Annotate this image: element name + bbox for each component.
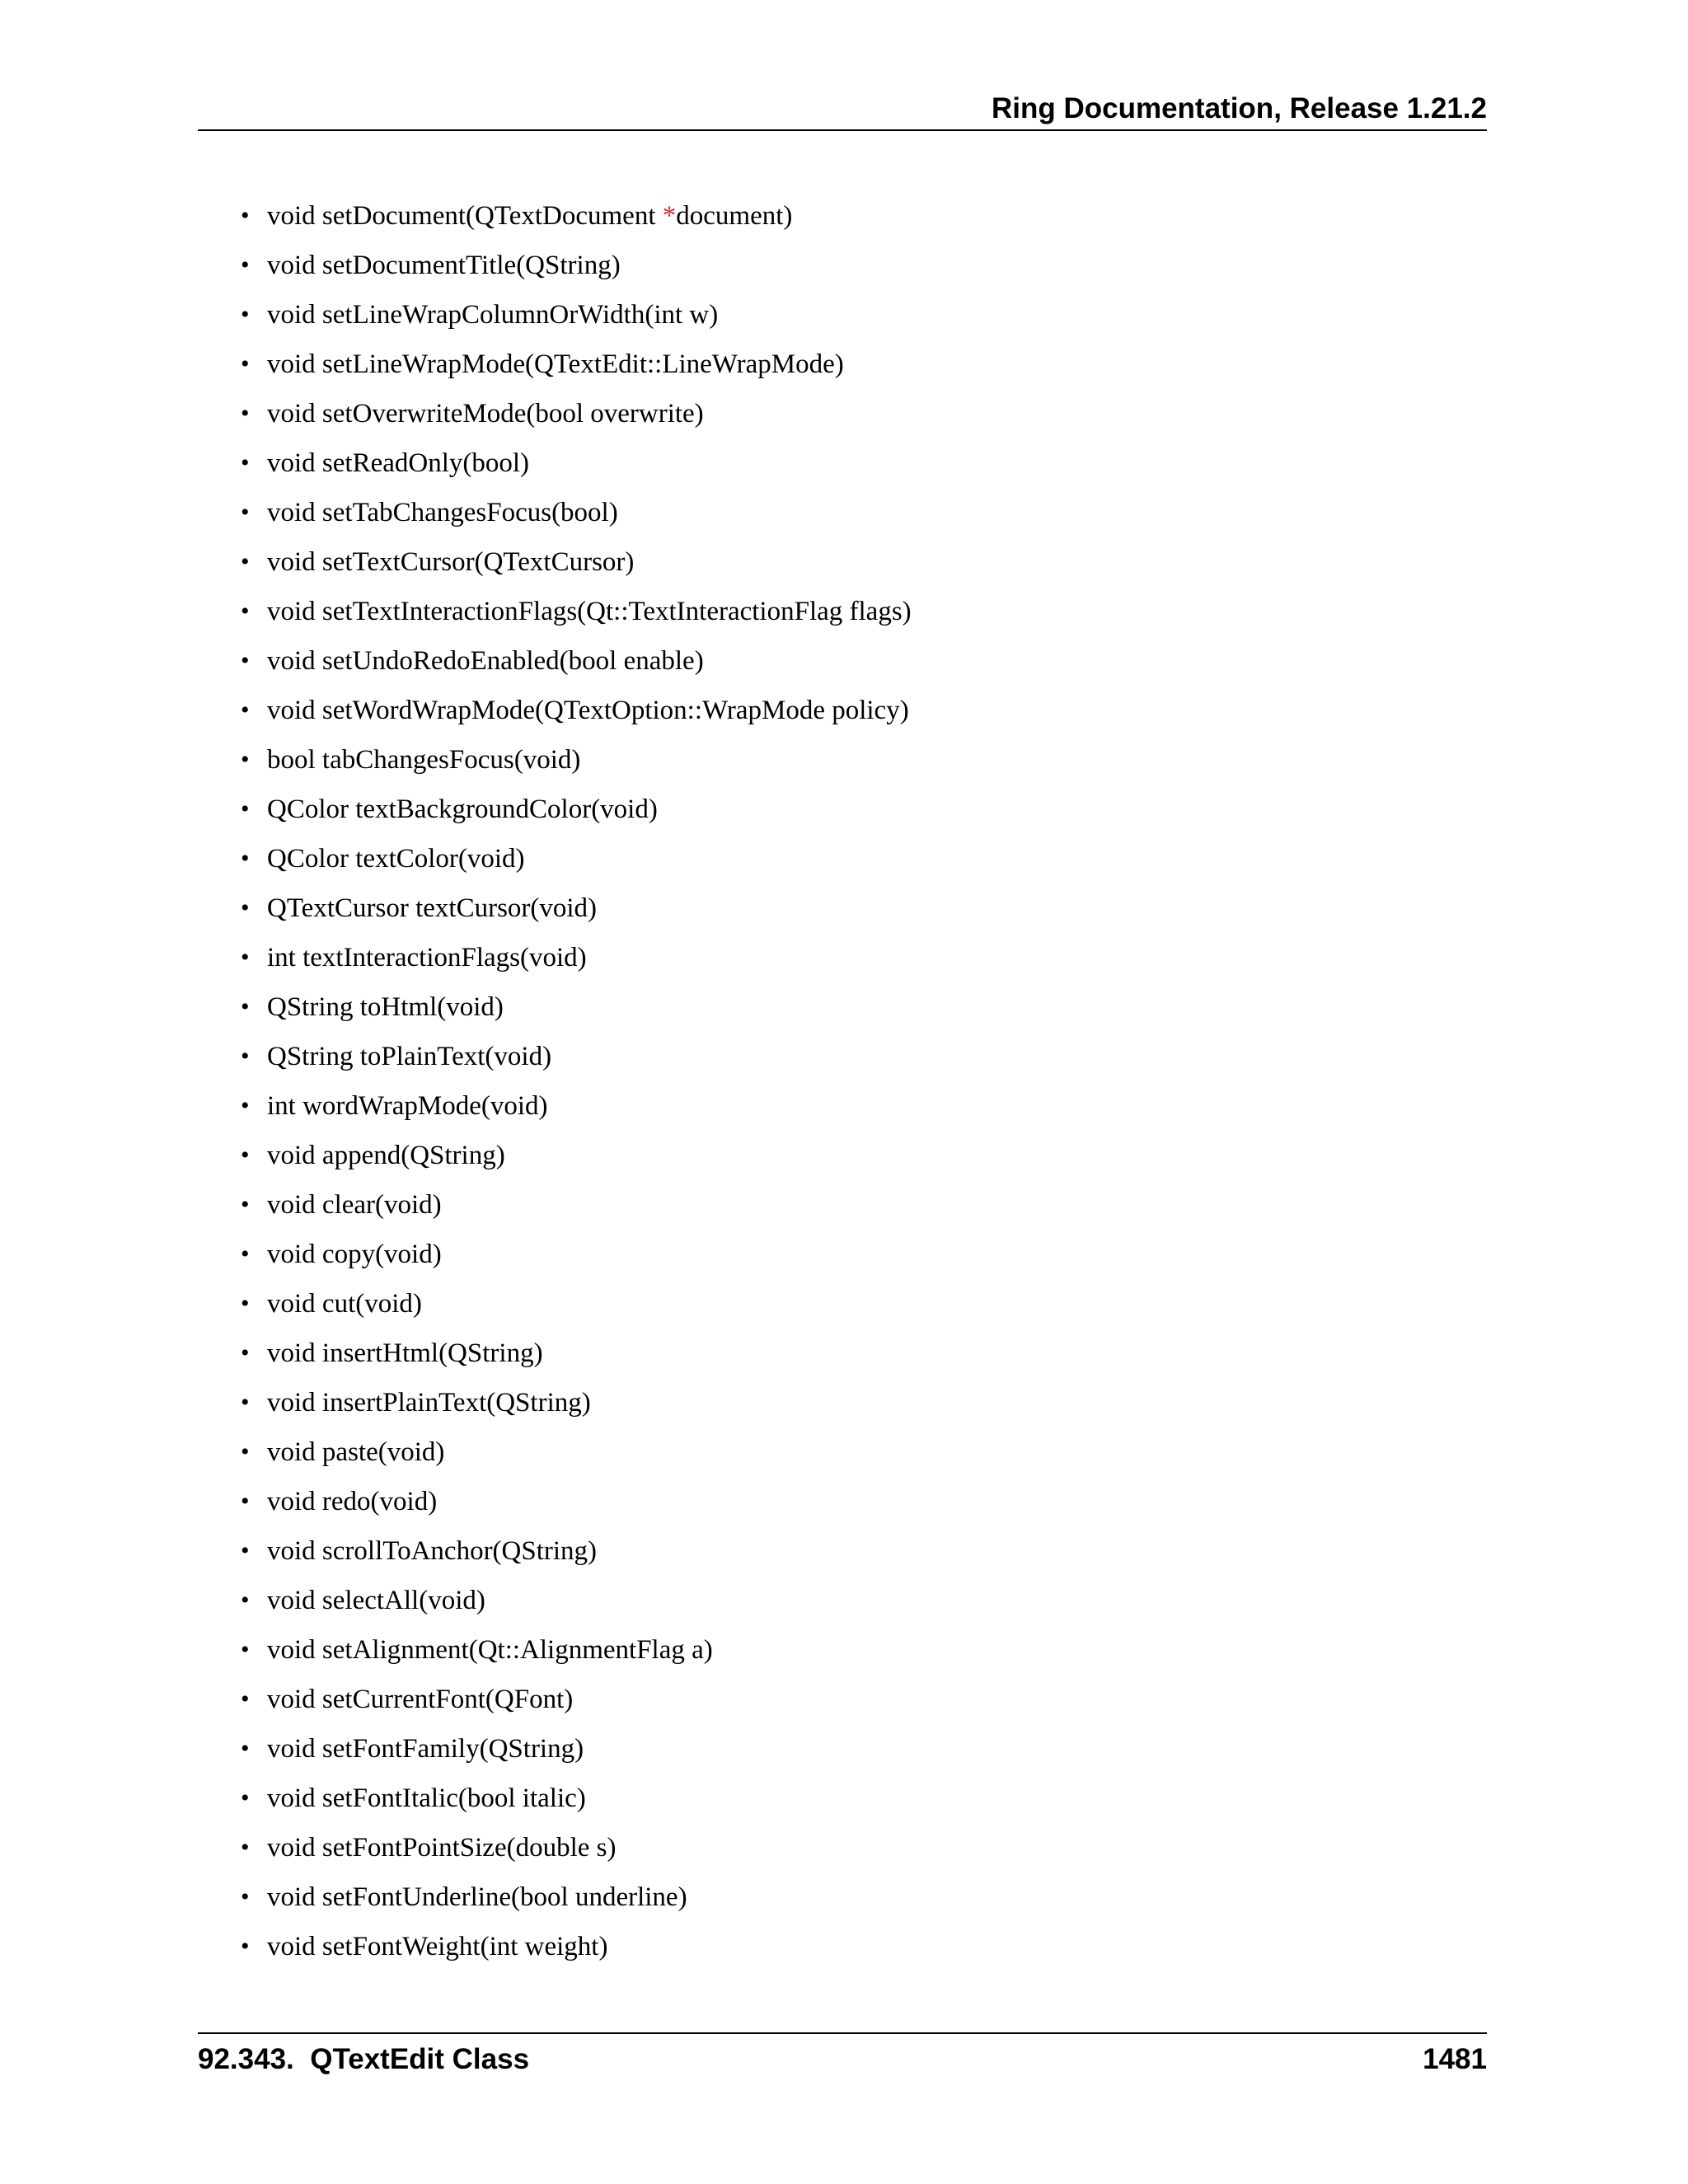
method-signature — [267, 488, 618, 537]
method-signature-text: void redo(void) — [267, 1487, 438, 1516]
method-signature-text: void setOverwriteMode(bool overwrite) — [267, 399, 704, 429]
method-signature-text: int textInteractionFlags(void) — [267, 943, 587, 972]
bullet-icon: • — [241, 647, 250, 674]
method-signature — [267, 1477, 437, 1526]
method-signature-text: void setDocumentTitle(QString) — [267, 251, 621, 280]
method-signature — [267, 290, 718, 340]
bullet-icon: • — [241, 548, 250, 575]
method-signature — [267, 1427, 444, 1477]
bullet-icon: • — [241, 894, 250, 921]
method-signature — [267, 1526, 597, 1576]
bullet-icon: • — [241, 1240, 250, 1268]
bullet-icon: • — [241, 1092, 250, 1119]
method-signature — [267, 1180, 442, 1230]
bullet-icon: • — [241, 993, 250, 1020]
bullet-icon: • — [241, 1043, 250, 1070]
method-signature — [267, 1576, 485, 1625]
method-signature-text: void clear(void) — [267, 1190, 442, 1220]
method-signature — [267, 241, 621, 290]
method-signature — [267, 537, 634, 587]
method-signature-text: void setTabChangesFocus(bool) — [267, 498, 618, 527]
method-signature-text: void setTextCursor(QTextCursor) — [267, 547, 635, 577]
method-signature-text: void setLineWrapColumnOrWidth(int w) — [267, 300, 719, 330]
method-signature-text: QString toHtml(void) — [267, 992, 504, 1022]
method-signature-text: void setFontUnderline(bool underline) — [267, 1882, 687, 1912]
bullet-icon: • — [241, 944, 250, 971]
method-signature-text: void setFontItalic(bool italic) — [267, 1783, 586, 1813]
method-signature — [267, 389, 704, 438]
footer-page-number: 1481 — [1423, 2043, 1487, 2075]
method-signature — [267, 686, 909, 735]
bullet-icon: • — [241, 1834, 250, 1861]
method-signature-text: void copy(void) — [267, 1240, 442, 1269]
bullet-icon: • — [241, 845, 250, 872]
method-signature — [267, 1823, 617, 1872]
method-signature-text: void setTextInteractionFlags(Qt::TextInteractionFlag flags) — [267, 597, 912, 626]
method-signature-text: void append(QString) — [267, 1141, 505, 1170]
bullet-icon: • — [241, 696, 250, 724]
header-rule — [198, 129, 1487, 131]
method-signature-rest: document) — [676, 201, 793, 231]
bullet-icon: • — [241, 499, 250, 526]
bullet-icon: • — [241, 598, 250, 625]
bullet-icon: • — [241, 251, 250, 279]
method-signature-text: void cut(void) — [267, 1289, 422, 1319]
bullet-icon: • — [241, 1685, 250, 1713]
method-signature — [267, 1378, 591, 1427]
method-signature-text: void insertHtml(QString) — [267, 1338, 543, 1368]
footer-section-title: 92.343. QTextEdit Class — [198, 2043, 530, 2075]
method-signature — [267, 1081, 548, 1131]
method-signature — [267, 785, 658, 834]
bullet-icon: • — [241, 202, 250, 229]
bullet-icon: • — [241, 1438, 250, 1465]
bullet-icon: • — [241, 1883, 250, 1910]
method-signature-text: bool tabChangesFocus(void) — [267, 745, 581, 775]
method-signature-text: void setDocument(QTextDocument — [267, 201, 663, 231]
bullet-icon: • — [241, 1735, 250, 1762]
method-signature — [267, 340, 844, 389]
method-signature-text: void setFontFamily(QString) — [267, 1734, 584, 1764]
method-signature-text: void setReadOnly(bool) — [267, 448, 530, 478]
method-signature-text: void setFontPointSize(double s) — [267, 1833, 617, 1863]
bullet-icon: • — [241, 350, 250, 377]
method-signature — [267, 191, 792, 241]
method-signature-text: void setUndoRedoEnabled(bool enable) — [267, 646, 704, 676]
method-signature-text: void setCurrentFont(QFont) — [267, 1685, 574, 1714]
method-signature-text: void setWordWrapMode(QTextOption::WrapMode policy) — [267, 696, 909, 725]
bullet-icon: • — [241, 301, 250, 328]
method-signature-text: QColor textColor(void) — [267, 844, 525, 874]
method-signature-text: void insertPlainText(QString) — [267, 1388, 591, 1418]
method-signature-text: void setLineWrapMode(QTextEdit::LineWrapMode) — [267, 349, 844, 379]
bullet-icon: • — [241, 400, 250, 427]
footer-rule — [198, 2032, 1487, 2034]
method-signature — [267, 1922, 607, 1971]
method-signature — [267, 1279, 422, 1329]
method-signature-text: QString toPlainText(void) — [267, 1042, 552, 1071]
method-signature — [267, 883, 597, 933]
bullet-icon: • — [241, 449, 250, 476]
bullet-icon: • — [241, 1141, 250, 1169]
bullet-icon: • — [241, 1290, 250, 1317]
bullet-icon: • — [241, 1389, 250, 1416]
bullet-icon: • — [241, 1636, 250, 1663]
bullet-icon: • — [241, 1191, 250, 1218]
bullet-icon: • — [241, 795, 250, 823]
method-signature — [267, 636, 704, 686]
method-signature-text: void scrollToAnchor(QString) — [267, 1536, 598, 1566]
method-signature — [267, 982, 504, 1032]
method-signature — [267, 933, 587, 982]
bullet-icon: • — [241, 1537, 250, 1564]
bullet-icon: • — [241, 1586, 250, 1614]
method-signature-text: void setFontWeight(int weight) — [267, 1932, 608, 1961]
method-signature-text: QTextCursor textCursor(void) — [267, 893, 598, 923]
method-signature-text: void paste(void) — [267, 1437, 445, 1467]
method-signature — [267, 438, 529, 488]
pointer-asterisk: * — [662, 201, 677, 231]
method-signature — [267, 1625, 713, 1675]
bullet-icon: • — [241, 1488, 250, 1515]
method-signature — [267, 1329, 543, 1378]
bullet-icon: • — [241, 1784, 250, 1811]
method-signature — [267, 834, 525, 883]
method-signature-text: void selectAll(void) — [267, 1586, 485, 1615]
bullet-icon: • — [241, 1933, 250, 1960]
method-signature — [267, 1724, 584, 1774]
method-signature — [267, 735, 580, 785]
bullet-icon: • — [241, 746, 250, 773]
method-signature — [267, 1872, 687, 1922]
method-signature-text: int wordWrapMode(void) — [267, 1091, 548, 1121]
method-signature — [267, 1774, 586, 1823]
method-signature — [267, 1131, 505, 1180]
page-header-title: Ring Documentation, Release 1.21.2 — [991, 92, 1487, 124]
method-signature — [267, 587, 912, 636]
method-signature-text: QColor textBackgroundColor(void) — [267, 794, 658, 824]
method-signature-text: void setAlignment(Qt::AlignmentFlag a) — [267, 1635, 713, 1665]
method-signature — [267, 1675, 573, 1724]
method-signature — [267, 1032, 551, 1081]
bullet-icon: • — [241, 1339, 250, 1366]
method-signature — [267, 1230, 442, 1279]
